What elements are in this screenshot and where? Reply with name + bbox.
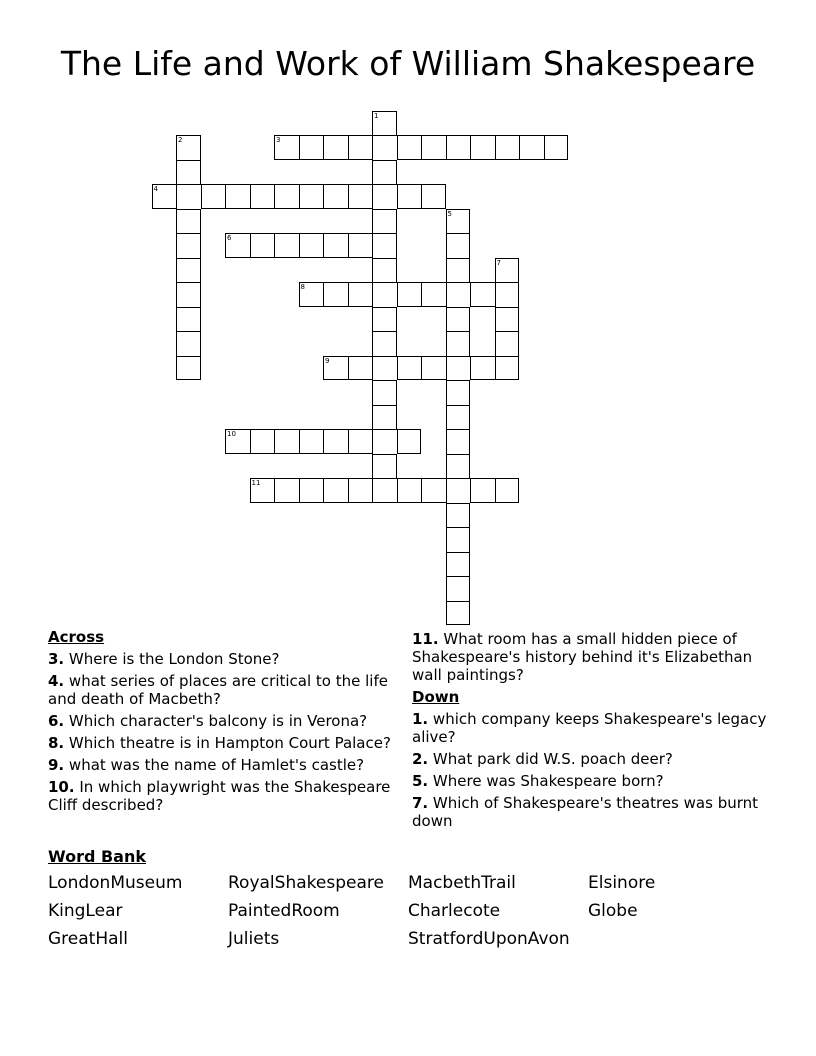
grid-cell[interactable] (495, 135, 520, 160)
clue-text: In which playwright was the Shakespeare Cliff described? (48, 778, 391, 814)
word-bank (48, 873, 768, 949)
clues-column-right (412, 628, 782, 834)
clue-number-label: 9 (325, 356, 330, 365)
grid-cell[interactable] (421, 356, 446, 381)
word-bank-heading: Word Bank (48, 847, 147, 866)
clue-number-label: 1 (374, 111, 379, 120)
across-heading: Across (48, 628, 105, 646)
clue-number-label: 5 (447, 209, 452, 218)
grid-cell[interactable] (470, 478, 495, 503)
grid-cell[interactable] (348, 135, 373, 160)
grid-cell[interactable] (446, 356, 471, 381)
clue-number: 10. (48, 778, 75, 796)
clue-text: what series of places are critical to the life and death of Macbeth? (48, 672, 388, 708)
grid-cell[interactable] (446, 307, 471, 332)
grid-cell[interactable] (470, 356, 495, 381)
across-clue (48, 650, 393, 668)
grid-cell[interactable] (176, 258, 201, 283)
grid-cell[interactable] (176, 356, 201, 381)
grid-cell[interactable] (372, 160, 397, 185)
clue-number-label: 8 (300, 283, 305, 291)
clue-text: Which theatre is in Hampton Court Palace? (68, 734, 391, 752)
clue-number: 4. (48, 672, 65, 690)
grid-cell[interactable] (250, 429, 275, 454)
clue-number-label: 3 (276, 136, 281, 144)
grid-cell[interactable] (446, 576, 471, 601)
grid-cell[interactable] (446, 503, 471, 528)
grid-cell[interactable] (299, 135, 324, 160)
grid-cell[interactable] (446, 454, 471, 479)
clue-text: which company keeps Shakespeare's legacy alive? (412, 710, 767, 746)
word-bank-item: RoyalShakespeare (228, 873, 384, 893)
clue-text: Which of Shakespeare's theatres was burnt down (412, 794, 759, 830)
grid-cell[interactable] (495, 307, 520, 332)
grid-cell[interactable] (176, 233, 201, 258)
grid-cell[interactable] (372, 429, 397, 454)
grid-cell[interactable] (372, 380, 397, 405)
grid-cell[interactable] (274, 184, 299, 209)
clue-text: what was the name of Hamlet's castle? (68, 756, 365, 774)
clue-number: 3. (48, 650, 65, 668)
grid-cell[interactable] (372, 307, 397, 332)
grid-cell[interactable] (372, 356, 397, 381)
grid-cell[interactable] (446, 135, 471, 160)
grid-cell[interactable] (446, 233, 471, 258)
grid-cell[interactable] (421, 282, 446, 307)
grid-cell[interactable] (495, 331, 520, 356)
grid-cell[interactable] (372, 233, 397, 258)
word-bank-item: StratfordUponAvon (408, 929, 570, 949)
word-bank-item: Globe (588, 901, 638, 921)
across-clue (48, 756, 393, 774)
puzzle-title: The Life and Work of William Shakespeare (60, 44, 756, 83)
clue-number: 7. (412, 794, 429, 812)
grid-cell[interactable] (495, 478, 520, 503)
grid-cell[interactable] (299, 184, 324, 209)
clue-number-label: 11 (251, 479, 261, 487)
grid-cell[interactable] (446, 258, 471, 283)
grid-cell[interactable] (397, 478, 422, 503)
down-heading: Down (412, 688, 460, 706)
grid-cell[interactable] (397, 356, 422, 381)
word-bank-item: Elsinore (588, 873, 656, 893)
grid-cell[interactable] (495, 356, 520, 381)
grid-cell[interactable] (446, 405, 471, 430)
grid-cell[interactable] (470, 135, 495, 160)
grid-cell[interactable] (446, 331, 471, 356)
clue-number: 11. (412, 630, 439, 648)
clue-text: Which character's balcony is in Verona? (68, 712, 368, 730)
across-clue (48, 734, 393, 752)
grid-cell[interactable] (201, 184, 226, 209)
grid-cell[interactable] (225, 184, 250, 209)
grid-cell[interactable] (495, 282, 520, 307)
word-bank-item: KingLear (48, 901, 123, 921)
down-clue (412, 794, 782, 830)
grid-cell[interactable] (519, 135, 544, 160)
grid-cell[interactable] (323, 282, 348, 307)
word-bank-item: PaintedRoom (228, 901, 340, 921)
clue-number-label: 7 (496, 258, 501, 267)
grid-cell[interactable] (446, 527, 471, 552)
grid-cell[interactable] (323, 233, 348, 258)
grid-cell[interactable] (421, 184, 446, 209)
grid-cell[interactable] (176, 307, 201, 332)
grid-cell[interactable] (176, 331, 201, 356)
clue-number: 5. (412, 772, 429, 790)
grid-cell[interactable] (348, 282, 373, 307)
grid-cell[interactable] (372, 282, 397, 307)
grid-cell[interactable] (544, 135, 569, 160)
grid-cell[interactable] (348, 356, 373, 381)
grid-cell[interactable] (372, 135, 397, 160)
grid-cell[interactable] (372, 454, 397, 479)
clue-number: 1. (412, 710, 429, 728)
word-bank-item: LondonMuseum (48, 873, 183, 893)
grid-cell[interactable] (446, 282, 471, 307)
down-clue (412, 750, 782, 768)
grid-cell[interactable] (274, 233, 299, 258)
grid-cell[interactable] (348, 478, 373, 503)
grid-cell[interactable] (421, 478, 446, 503)
grid-cell[interactable] (348, 233, 373, 258)
clues-column-left (48, 628, 393, 818)
clue-text: Where was Shakespeare born? (432, 772, 664, 790)
grid-cell[interactable] (372, 209, 397, 234)
clue-number-label: 10 (227, 430, 236, 438)
grid-cell[interactable] (372, 478, 397, 503)
grid-cell[interactable] (176, 209, 201, 234)
clue-number: 6. (48, 712, 65, 730)
grid-cell[interactable] (397, 282, 422, 307)
grid-cell[interactable] (274, 478, 299, 503)
grid-cell[interactable] (397, 429, 422, 454)
clue-number: 9. (48, 756, 65, 774)
grid-cell[interactable] (372, 184, 397, 209)
grid-cell[interactable] (323, 135, 348, 160)
grid-cell[interactable] (250, 184, 275, 209)
word-bank-item: Charlecote (408, 901, 501, 921)
grid-cell[interactable] (274, 429, 299, 454)
word-bank-item: MacbethTrail (408, 873, 516, 893)
grid-cell[interactable] (372, 405, 397, 430)
grid-cell[interactable] (323, 429, 348, 454)
grid-cell[interactable] (176, 160, 201, 185)
across-clue (48, 712, 393, 730)
across-clue (412, 630, 782, 684)
grid-cell[interactable] (397, 184, 422, 209)
clue-number: 8. (48, 734, 65, 752)
clue-number-label: 4 (153, 185, 158, 193)
grid-cell[interactable] (446, 601, 471, 626)
grid-cell[interactable] (323, 478, 348, 503)
clue-number: 2. (412, 750, 429, 768)
grid-cell[interactable] (299, 478, 324, 503)
down-clue (412, 710, 782, 746)
grid-cell[interactable] (176, 282, 201, 307)
grid-cell[interactable] (250, 233, 275, 258)
word-bank-item: GreatHall (48, 929, 128, 949)
grid-cell[interactable] (397, 135, 422, 160)
clue-text: What park did W.S. poach deer? (432, 750, 673, 768)
grid-cell[interactable] (323, 184, 348, 209)
grid-cell[interactable] (446, 552, 471, 577)
grid-cell[interactable] (299, 233, 324, 258)
clue-number-label: 6 (227, 234, 232, 242)
word-bank-item: Juliets (228, 929, 280, 949)
grid-cell[interactable] (372, 258, 397, 283)
clue-text: Where is the London Stone? (68, 650, 280, 668)
grid-cell[interactable] (446, 429, 471, 454)
clue-text: What room has a small hidden piece of Shakespeare's history behind it's Elizabethan wall paintings? (412, 630, 753, 684)
clue-number-label: 2 (178, 136, 183, 144)
grid-cell[interactable] (446, 380, 471, 405)
grid-cell[interactable] (299, 429, 324, 454)
grid-cell[interactable] (372, 331, 397, 356)
down-clue (412, 772, 782, 790)
across-clue (48, 778, 393, 814)
grid-cell[interactable] (421, 135, 446, 160)
across-clue (48, 672, 393, 708)
grid-cell[interactable] (446, 478, 471, 503)
grid-cell[interactable] (348, 429, 373, 454)
grid-cell[interactable] (348, 184, 373, 209)
grid-cell[interactable] (470, 282, 495, 307)
grid-cell[interactable] (176, 184, 201, 209)
